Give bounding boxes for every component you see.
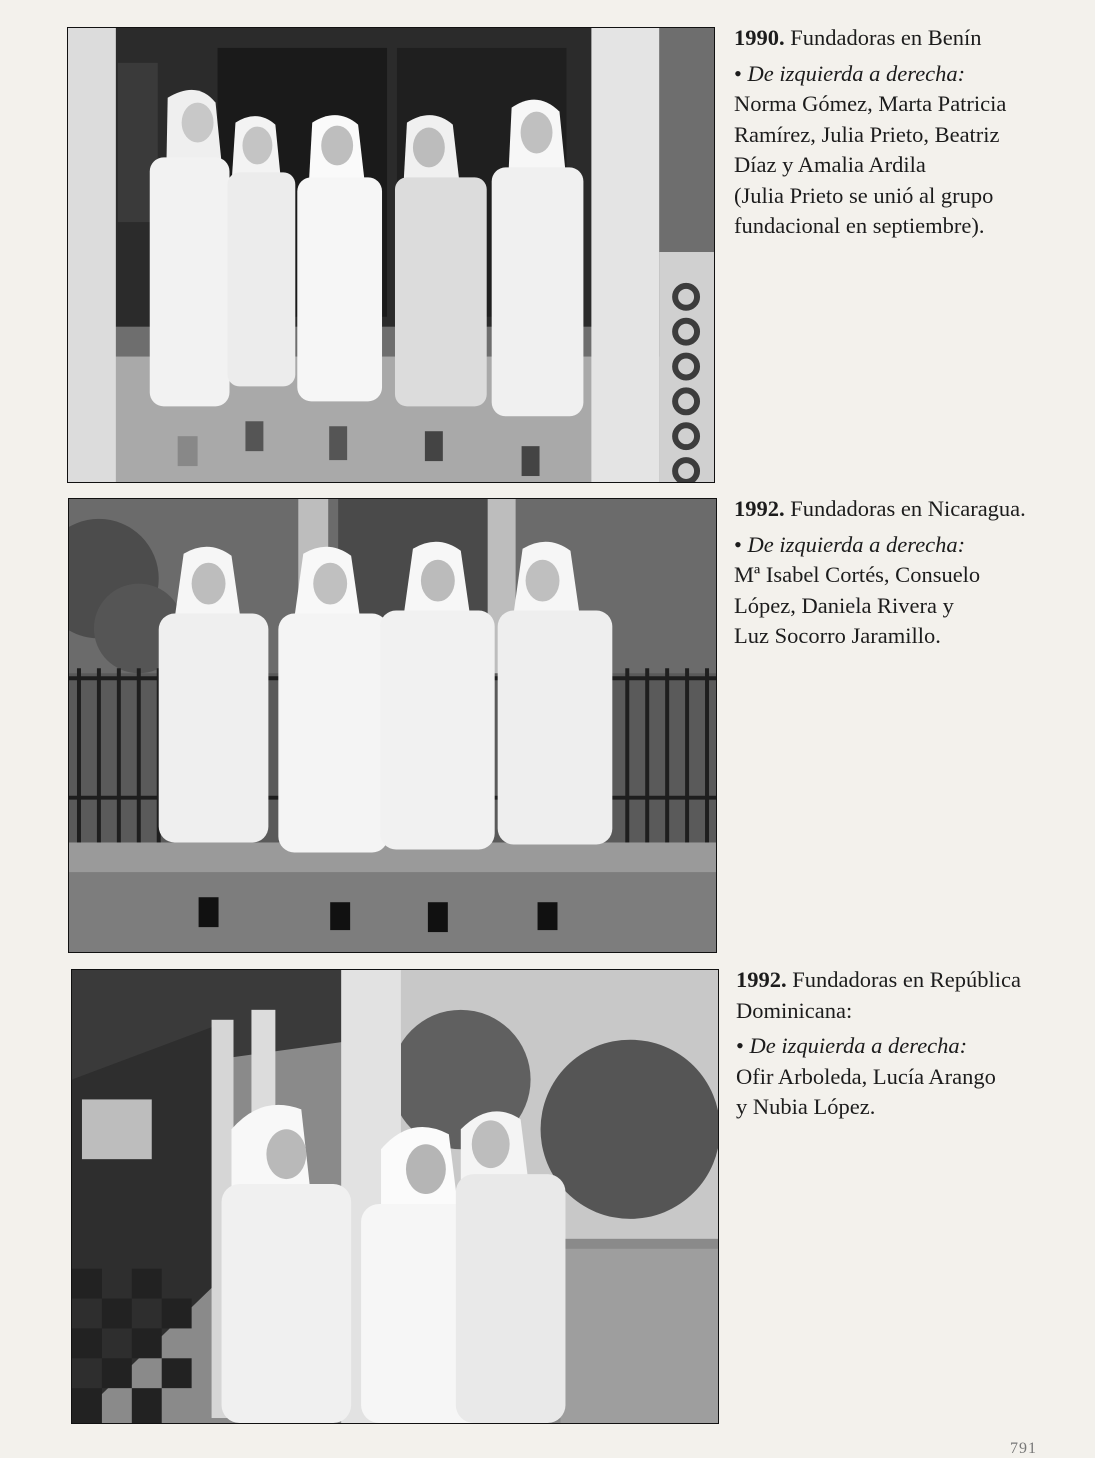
- caption-title-text: Fundadoras en Nicaragua.: [784, 496, 1026, 521]
- caption-title-text: Fundadoras en Benín: [784, 25, 982, 50]
- caption-lead-text: De izquierda a derecha:: [749, 1033, 968, 1058]
- caption-line: Norma Gómez, Marta Patricia: [734, 91, 1007, 116]
- caption-year: 1992.: [734, 496, 785, 521]
- caption-line: (Julia Prieto se unió al grupo: [734, 182, 994, 208]
- caption-line: Mª Isabel Cortés, Consuelo: [734, 562, 981, 587]
- caption-title: [734, 494, 1054, 525]
- caption-lead-text: De izquierda a derecha:: [747, 531, 966, 557]
- photo-nicaragua-founders: [68, 498, 717, 953]
- caption-line: Díaz y Amalia Ardila: [734, 152, 926, 177]
- caption-line: López, Daniela Rivera y: [734, 592, 954, 618]
- caption-line: Ramírez, Julia Prieto, Beatriz: [734, 121, 1000, 147]
- caption-lead: [736, 1031, 1056, 1062]
- caption-line: Luz Socorro Jaramillo.: [734, 623, 941, 648]
- photo-dominican-image: [72, 970, 718, 1423]
- caption-lead-text: De izquierda a derecha:: [747, 60, 966, 86]
- page-number: 791: [1010, 1440, 1037, 1457]
- caption-title: [736, 965, 1056, 996]
- caption-line: Ofir Arboleda, Lucía Arango: [736, 1063, 996, 1089]
- caption-lead: [734, 530, 1054, 561]
- caption-dominican: [736, 965, 1056, 1123]
- caption-year: 1992.: [736, 967, 787, 992]
- caption-year: 1990.: [734, 25, 785, 50]
- photo-nicaragua-image: [69, 499, 716, 952]
- caption-line: fundacional en septiembre).: [734, 213, 985, 238]
- photo-dominican-founders: [71, 969, 719, 1424]
- caption-line: y Nubia López.: [736, 1094, 876, 1119]
- caption-title-text: Fundadoras en República: [786, 967, 1021, 992]
- caption-title: [734, 23, 1054, 54]
- caption-lead: [734, 59, 1054, 90]
- caption-benin: [734, 23, 1054, 242]
- photo-benin-founders: [67, 27, 715, 483]
- photo-benin-image: [68, 28, 714, 482]
- caption-nicaragua: [734, 494, 1054, 652]
- caption-title-continued: Dominicana:: [736, 997, 853, 1023]
